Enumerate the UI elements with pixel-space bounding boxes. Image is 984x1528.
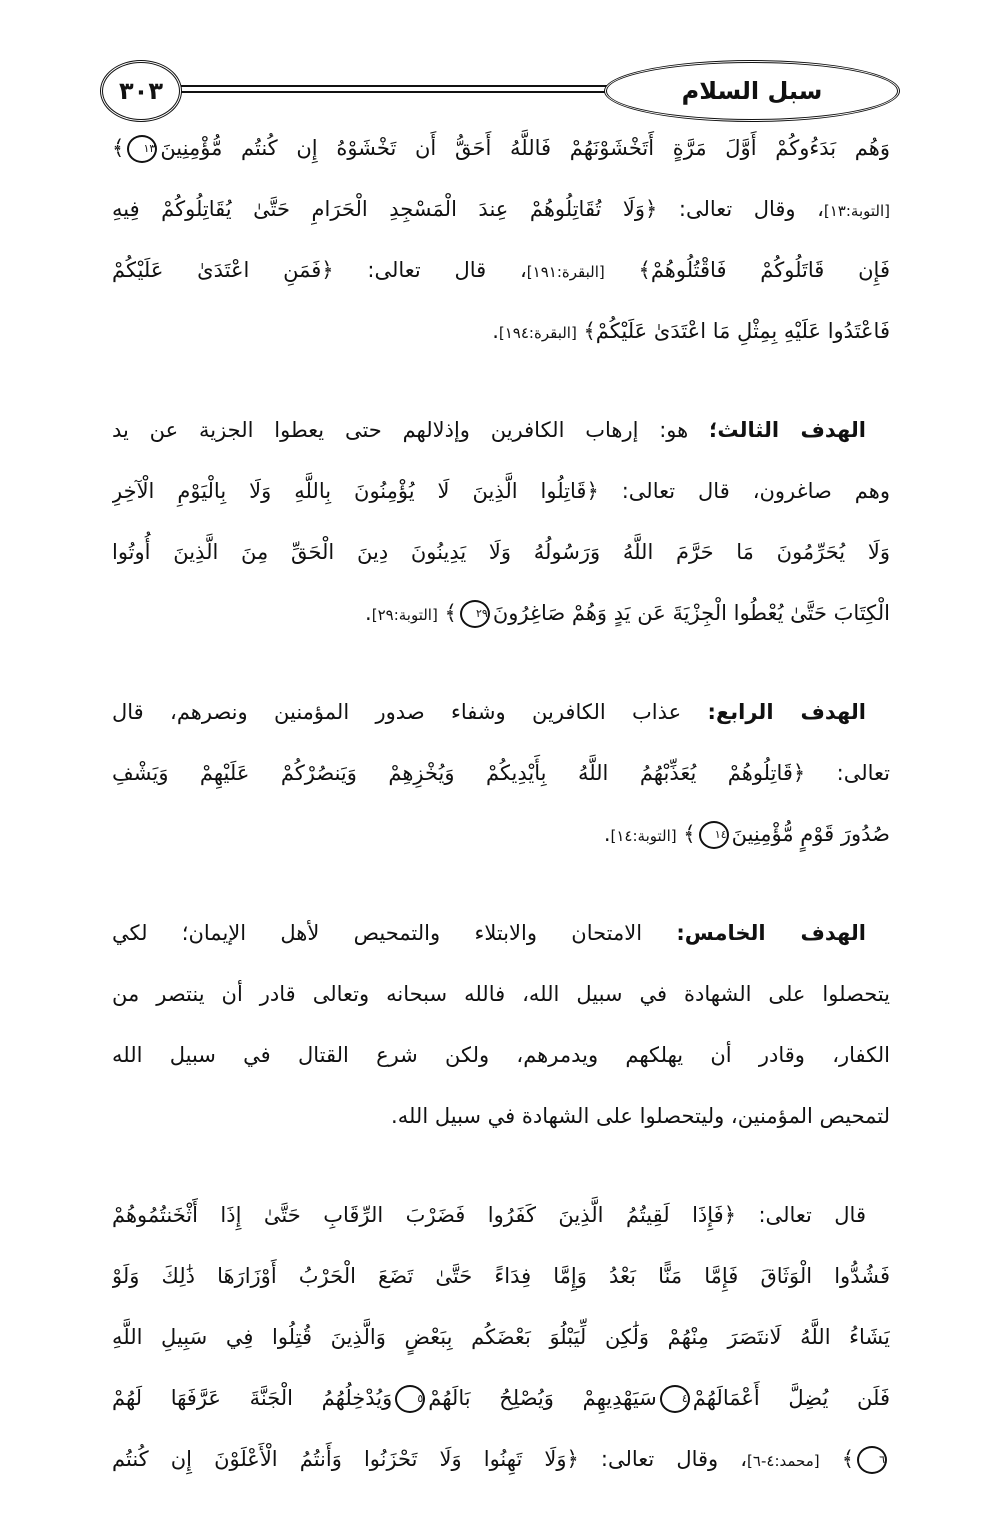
verse-end-marker-icon: ٦ (857, 1446, 887, 1474)
body-text: صُدُورَ قَوْمٍ مُّؤْمِنِينَ (731, 822, 890, 846)
text-line (112, 1368, 890, 1429)
page-number: ٣٠٣ (119, 77, 163, 105)
body-text: فَإِن قَاتَلُوكُمْ فَاقْتُلُوهُمْ﴾ (604, 258, 890, 282)
body-text: الْكِتَابَ حَتَّىٰ يُعْطُوا الْجِزْيَةَ عَن يَدٍ وَهُمْ صَاغِرُونَ (492, 601, 890, 625)
header-double-rule (170, 85, 620, 93)
section-heading: الهدف الخامس: (676, 921, 866, 945)
text-line (112, 1185, 890, 1246)
body-text: . (492, 319, 499, 343)
body-text: ، وقال تعالى: ﴿وَلَا تُقَاتِلُوهُمْ عِندَ الْمَسْجِدِ الْحَرَامِ حَتَّىٰ يُقَاتِلُوكُمْ فِيهِ (112, 197, 824, 221)
text-line (112, 1429, 890, 1490)
verse-end-marker-icon: ٢٩ (460, 600, 490, 628)
text-line (112, 682, 890, 743)
body-text: الامتحان والابتلاء والتمحيص لأهل الإيمان؛ لكي (112, 921, 677, 945)
verse-end-marker-icon: ٤ (660, 1385, 690, 1413)
body-text: لتمحيص المؤمنين، وليتحصلوا على الشهادة في سبيل الله. (391, 1104, 890, 1128)
page-header (100, 58, 900, 122)
verse-end-marker-icon: ١٣ (127, 135, 157, 163)
body-text: ﴾ (676, 822, 696, 846)
verse-reference: [محمد:٤-٦] (747, 1452, 820, 1470)
body-text: قال تعالى: ﴿فَإِذَا لَقِيتُمُ الَّذِينَ كَفَرُوا فَضَرْبَ الرِّقَابِ حَتَّىٰ إِذَا أَثْخَنتُمُوهُمْ (112, 1203, 866, 1227)
body-text: وَيُدْخِلُهُمُ الْجَنَّةَ عَرَّفَهَا لَهُمْ (112, 1386, 393, 1410)
body-text: فَلَن يُضِلَّ أَعْمَالَهُمْ (692, 1386, 890, 1410)
paragraph (112, 682, 890, 865)
text-line (112, 743, 890, 804)
verse-reference: [البقرة:١٩١] (526, 263, 605, 281)
page-number-badge (100, 60, 182, 122)
body-text: وَلَا يُحَرِّمُونَ مَا حَرَّمَ اللَّهُ وَرَسُولُهُ وَلَا يَدِينُونَ دِينَ الْحَقِّ مِنَ الَّذِينَ أُوتُوا (112, 540, 890, 564)
verse-reference: [التوبة:٢٩] (371, 606, 438, 624)
verse-reference: [التوبة:١٤] (610, 827, 677, 845)
text-line (112, 400, 890, 461)
body-text: وَهُم بَدَءُوكُمْ أَوَّلَ مَرَّةٍ أَتَخْشَوْنَهُمْ فَاللَّهُ أَحَقُّ أَن تَخْشَوْهُ إِن كُنتُم مُّؤْمِنِينَ (160, 136, 890, 160)
body-text: فَاعْتَدُوا عَلَيْهِ بِمِثْلِ مَا اعْتَدَىٰ عَلَيْكُمْ﴾ (576, 319, 890, 343)
text-line (112, 964, 890, 1025)
body-text: هو: إرهاب الكافرين وإذلالهم حتى يعطوا الجزية عن يد (112, 418, 710, 442)
page-body (112, 118, 890, 1528)
text-line (112, 461, 890, 522)
text-line (112, 240, 890, 301)
verse-reference: [التوبة:١٣] (823, 202, 890, 220)
text-line (112, 583, 890, 644)
body-text: ﴾ (819, 1447, 854, 1471)
text-line (112, 301, 890, 362)
body-text: تعالى: ﴿قَاتِلُوهُمْ يُعَذِّبْهُمُ اللَّهُ بِأَيْدِيكُمْ وَيُخْزِهِمْ وَيَنصُرْكُمْ عَلَيْهِمْ وَيَشْفِ (112, 761, 890, 785)
body-text: ، وقال تعالى: ﴿وَلَا تَهِنُوا وَلَا تَحْزَنُوا وَأَنتُمُ الْأَعْلَوْنَ إِن كُنتُم (112, 1447, 748, 1471)
body-text: ﴾ (112, 136, 125, 160)
verse-reference: [البقرة:١٩٤] (498, 324, 577, 342)
body-text: ، قال تعالى: ﴿فَمَنِ اعْتَدَىٰ عَلَيْكُمْ (112, 258, 527, 282)
text-line (112, 1086, 890, 1147)
text-line (112, 1246, 890, 1307)
book-title: سبل السلام (681, 77, 823, 105)
text-line (112, 1025, 890, 1086)
verse-end-marker-icon: ١٤ (699, 821, 729, 849)
body-text: الكفار، وقادر أن يهلكهم ويدمرهم، ولكن شرع القتال في سبيل الله (112, 1043, 890, 1067)
paragraph (112, 400, 890, 644)
text-line (112, 179, 890, 240)
text-line (112, 1307, 890, 1368)
body-text: يتحصلوا على الشهادة في سبيل الله، فالله سبحانه وتعالى قادر أن ينتصر من (112, 982, 890, 1006)
book-title-badge (604, 60, 900, 122)
section-heading: الهدف الثالث؛ (709, 418, 866, 442)
section-heading: الهدف الرابع: (707, 700, 866, 724)
body-text: يَشَاءُ اللَّهُ لَانتَصَرَ مِنْهُمْ وَلَٰكِن لِّيَبْلُوَ بَعْضَكُم بِبَعْضٍ وَالَّذِينَ قُتِلُوا فِي سَبِيلِ اللَّهِ (112, 1325, 890, 1349)
body-text: وهم صاغرون، قال تعالى: ﴿قَاتِلُوا الَّذِينَ لَا يُؤْمِنُونَ بِاللَّهِ وَلَا بِالْيَوْمِ الْآخِرِ (112, 479, 890, 503)
body-text: عذاب الكافرين وشفاء صدور المؤمنين ونصرهم، قال (112, 700, 708, 724)
body-text: . (603, 822, 611, 846)
body-text: ﴾ (437, 601, 457, 625)
verse-end-marker-icon: ٥ (395, 1385, 425, 1413)
body-text: . (365, 601, 372, 625)
text-line (112, 118, 890, 179)
paragraph (112, 118, 890, 362)
paragraph (112, 903, 890, 1147)
text-line (112, 804, 890, 865)
text-line (112, 903, 890, 964)
body-text: فَشُدُّوا الْوَثَاقَ فَإِمَّا مَنًّا بَعْدُ وَإِمَّا فِدَاءً حَتَّىٰ تَضَعَ الْحَرْبُ أَوْزَارَهَا ذَٰلِكَ وَلَوْ (112, 1264, 890, 1288)
paragraph (112, 1185, 890, 1490)
text-line (112, 522, 890, 583)
body-text: سَيَهْدِيهِمْ وَيُصْلِحُ بَالَهُمْ (428, 1386, 657, 1410)
